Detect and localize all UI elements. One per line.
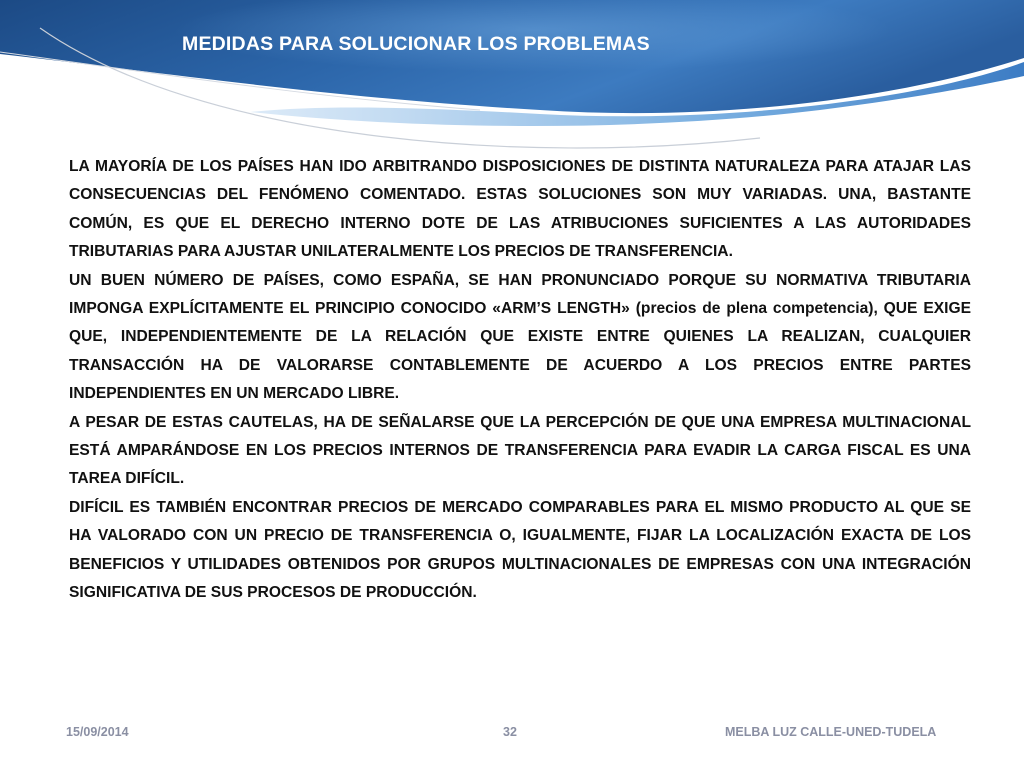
body-paragraph: A PESAR DE ESTAS CAUTELAS, HA DE SEÑALARSE QUE LA PERCEPCIÓN DE QUE UNA EMPRESA MULTINACIONAL ESTÁ AMPARÁNDOSE EN LOS PRECIOS INTERNOS DE TRANSFERENCIA PARA EVADIR LA CARGA FISCAL ES UNA TAREA DIFÍCIL. xyxy=(69,413,971,488)
body-paragraph: DIFÍCIL ES TAMBIÉN ENCONTRAR PRECIOS DE MERCADO COMPARABLES PARA EL MISMO PRODUCTO AL QUE SE HA VALORADO CON UN PRECIO DE TRANSFERENCIA O, IGUALMENTE, FIJAR LA LOCALIZACIÓN EXACTA DE LOS BENEFICIOS Y UTILIDADES OBTENIDOS POR GRUPOS MULTINACIONALES DE EMPRESAS CON UNA INTEGRACIÓN SIGNIFICATIVA DE SUS PROCESOS DE PRODUCCIÓN. xyxy=(69,498,971,602)
header-wave-decoration xyxy=(0,0,1024,160)
footer-date: 15/09/2014 xyxy=(66,725,129,739)
body-paragraph: UN BUEN NÚMERO DE PAÍSES, COMO ESPAÑA, SE HAN PRONUNCIADO PORQUE SU NORMATIVA TRIBUTARIA IMPONGA EXPLÍCITAMENTE EL PRINCIPIO CONOCIDO «ARM’S LENGTH» (precios de plena competencia), QUE EXIGE QUE, INDEPENDIENTEMENTE DE LA RELACIÓN QUE EXISTE ENTRE QUIENES LA REALIZAN, CUALQUIER TRANSACCIÓN HA DE VALORARSE CONTABLEMENTE DE ACUERDO A LOS PRECIOS ENTRE PARTES INDEPENDIENTES EN UN MERCADO LIBRE. xyxy=(69,271,971,403)
slide-body xyxy=(69,153,971,608)
slide-title: MEDIDAS PARA SOLUCIONAR LOS PROBLEMAS xyxy=(182,33,650,55)
body-paragraph: LA MAYORÍA DE LOS PAÍSES HAN IDO ARBITRANDO DISPOSICIONES DE DISTINTA NATURALEZA PARA ATAJAR LAS CONSECUENCIAS DEL FENÓMENO COMENTADO. ESTAS SOLUCIONES SON MUY VARIADAS. UNA, BASTANTE COMÚN, ES QUE EL DERECHO INTERNO DOTE DE LAS ATRIBUCIONES SUFICIENTES A LAS AUTORIDADES TRIBUTARIAS PARA AJUSTAR UNILATERALMENTE LOS PRECIOS DE TRANSFERENCIA. xyxy=(69,158,971,261)
footer-page-number: 32 xyxy=(503,725,517,739)
footer-author: MELBA LUZ CALLE-UNED-TUDELA xyxy=(725,725,937,739)
